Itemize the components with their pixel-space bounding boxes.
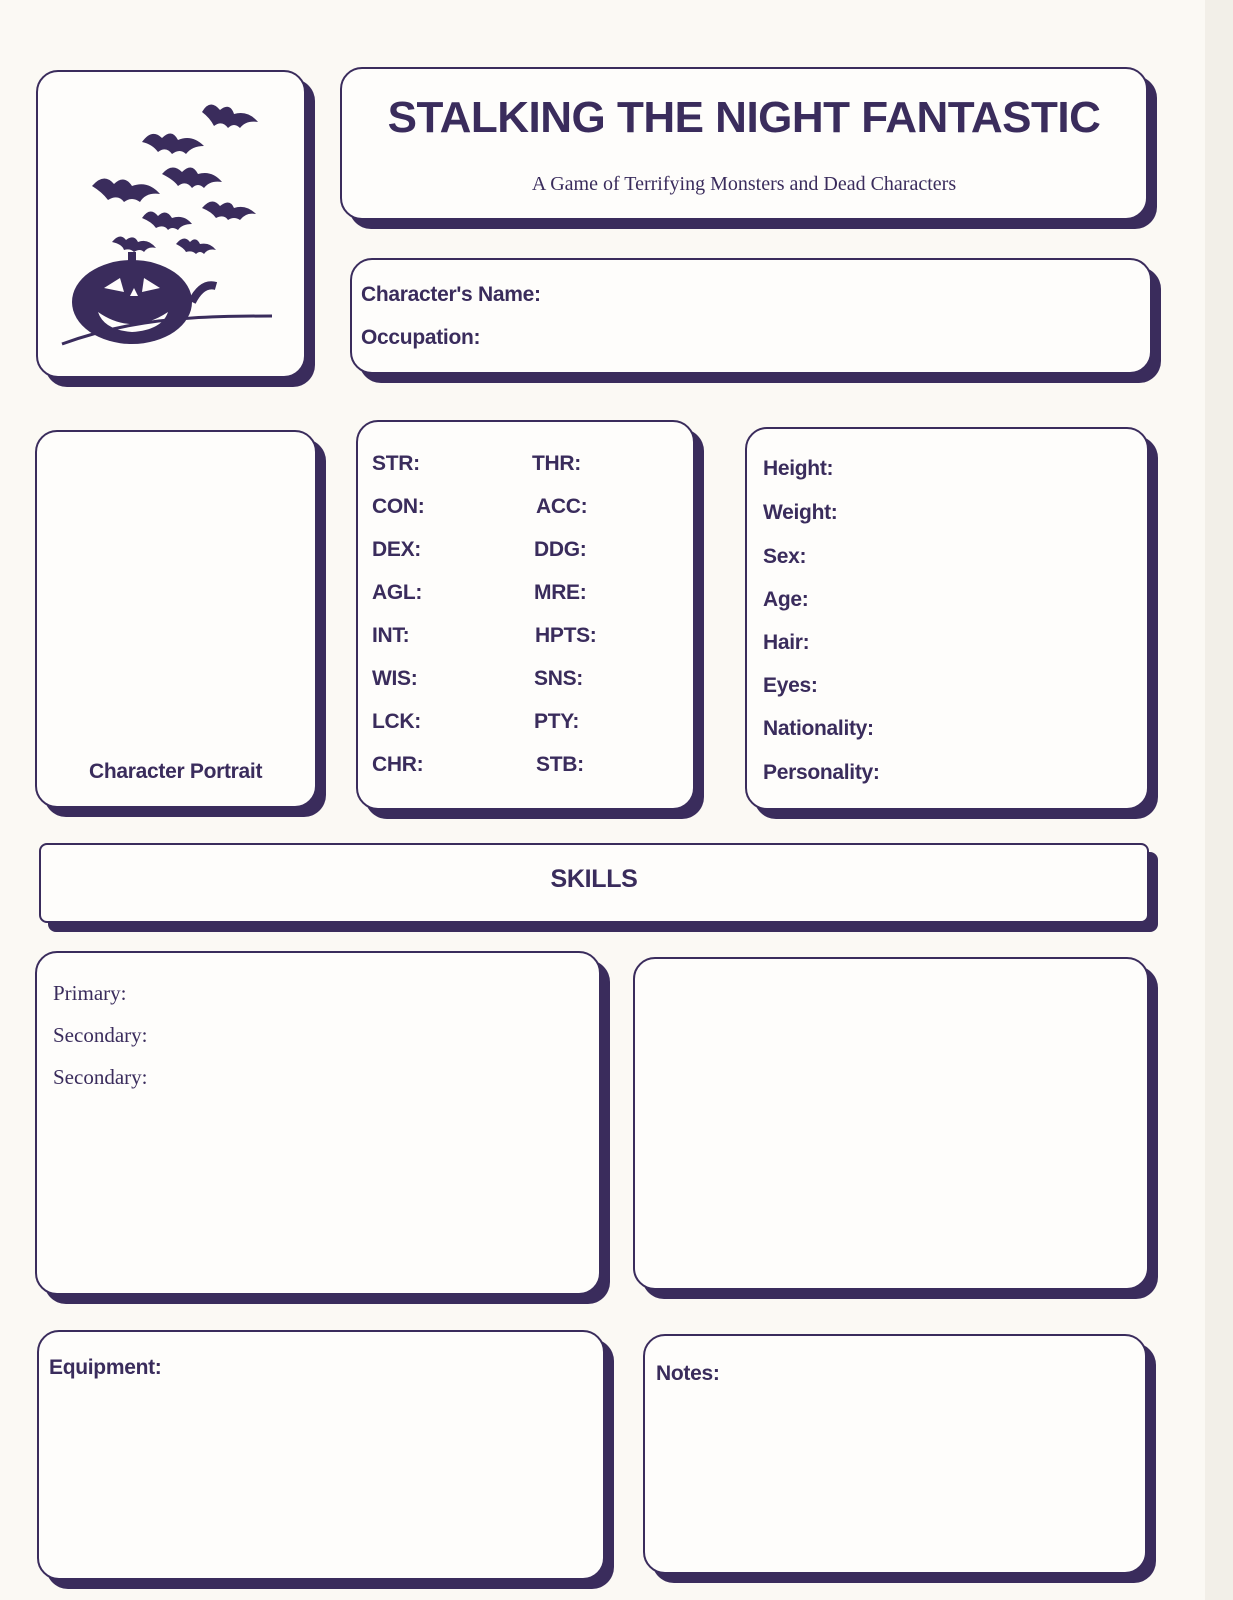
- page-edge: [1205, 0, 1233, 1600]
- identity-box: [350, 258, 1152, 374]
- detail-label: Eyes:: [763, 674, 818, 697]
- occupation-label: Occupation:: [361, 326, 481, 349]
- detail-label: Height:: [763, 457, 834, 480]
- stat-label: THR:: [532, 452, 581, 475]
- portrait-box: [35, 430, 317, 808]
- stat-label: MRE:: [534, 581, 587, 604]
- stat-label: PTY:: [534, 710, 580, 733]
- character-portrait-label: Character Portrait: [89, 760, 263, 783]
- skill-row-label: Primary:: [53, 981, 127, 1005]
- stat-label: LCK:: [372, 710, 421, 733]
- detail-label: Nationality:: [763, 717, 874, 740]
- stat-label: WIS:: [372, 667, 418, 690]
- page-title: STALKING THE NIGHT FANTASTIC: [387, 93, 1101, 142]
- stats-box: [356, 420, 695, 810]
- detail-label: Hair:: [763, 631, 810, 654]
- skills-left-box: [35, 951, 601, 1295]
- character-name-label: Character's Name:: [361, 283, 541, 306]
- details-box: [745, 427, 1149, 810]
- skills-right-box: [633, 957, 1149, 1290]
- stat-label: CON:: [372, 495, 425, 518]
- skills-heading: SKILLS: [550, 865, 638, 893]
- skill-row-label: Secondary:: [53, 1023, 148, 1047]
- bats-and-jack-o-lantern-icon: [52, 82, 292, 352]
- stat-label: DEX:: [372, 538, 421, 561]
- stat-label: ACC:: [536, 495, 588, 518]
- stat-label: CHR:: [372, 753, 424, 776]
- equipment-box: [37, 1330, 605, 1580]
- equipment-label: Equipment:: [49, 1356, 162, 1379]
- stat-label: STR:: [372, 452, 420, 475]
- detail-label: Sex:: [763, 545, 807, 568]
- skills-heading-box: [39, 843, 1149, 923]
- stat-label: DDG:: [534, 538, 587, 561]
- skill-row-label: Secondary:: [53, 1065, 148, 1089]
- stat-label: INT:: [372, 624, 410, 647]
- title-box: [340, 67, 1148, 220]
- stat-label: STB:: [536, 753, 584, 776]
- detail-label: Weight:: [763, 501, 838, 524]
- page-subtitle: A Game of Terrifying Monsters and Dead Characters: [531, 173, 957, 195]
- stat-label: HPTS:: [535, 624, 597, 647]
- notes-label: Notes:: [656, 1362, 720, 1385]
- logo-box: [36, 70, 306, 378]
- detail-label: Personality:: [763, 761, 880, 784]
- notes-box: [643, 1334, 1147, 1574]
- detail-label: Age:: [763, 588, 809, 611]
- stat-label: SNS:: [534, 667, 583, 690]
- stat-label: AGL:: [372, 581, 423, 604]
